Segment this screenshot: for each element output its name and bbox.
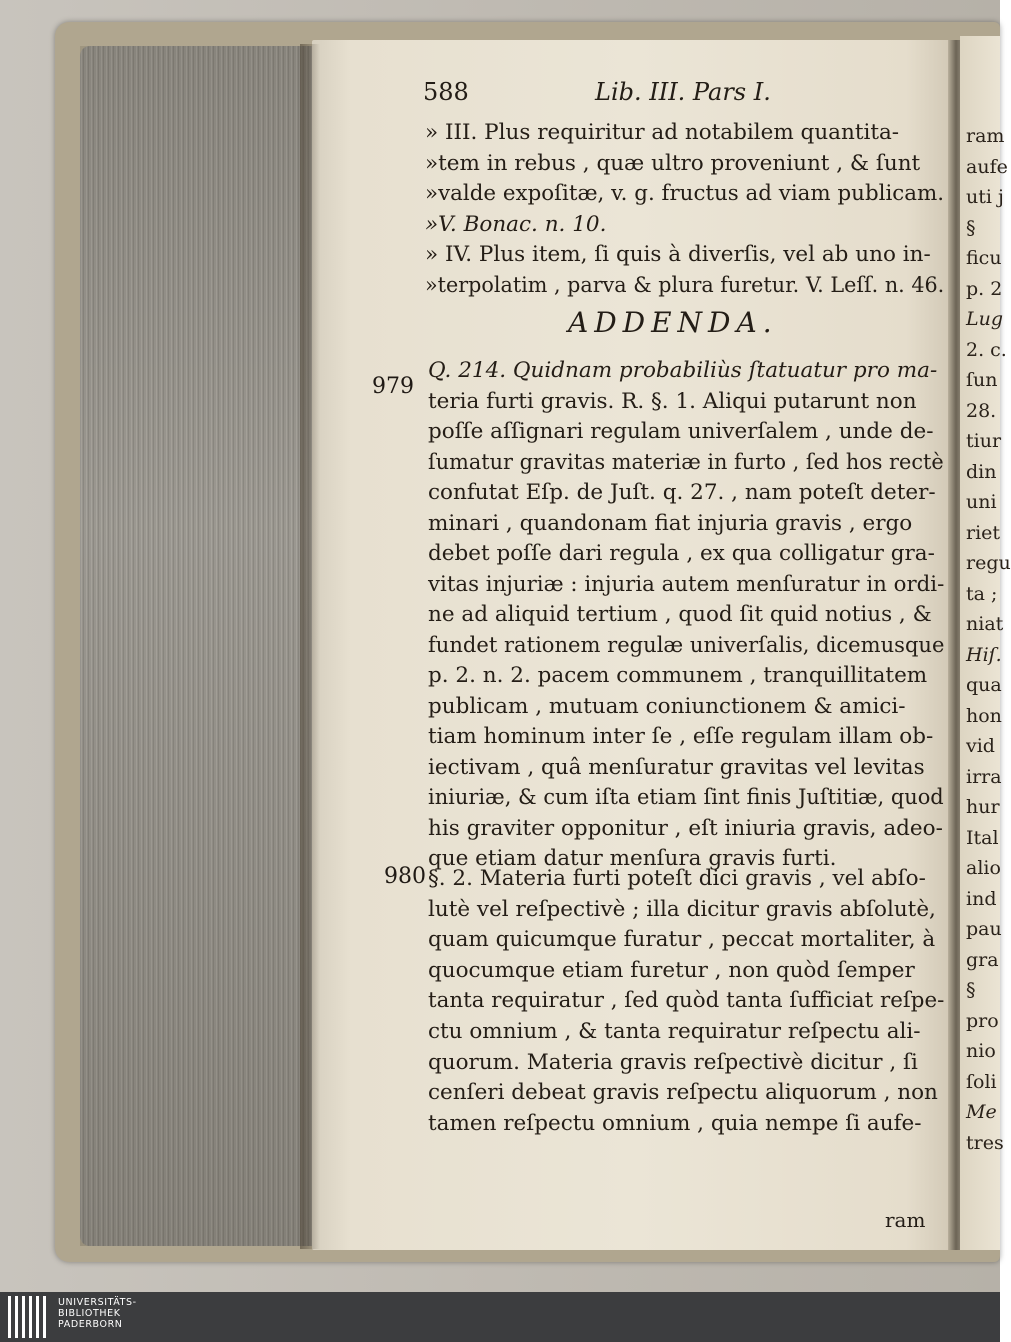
next-page-fragment: din xyxy=(966,460,997,483)
next-page-fragment: regu xyxy=(966,552,1011,574)
next-page-fragment: alio xyxy=(966,857,1001,879)
text-line: confutat Eſp. de Juſt. q. 27. , nam poteſt deter- xyxy=(428,480,936,505)
text-line: ne ad aliquid tertium , quod ſit quid notius , & xyxy=(428,602,932,627)
next-page-fragment: 2. c. xyxy=(966,338,1007,361)
next-page-fragment: § xyxy=(966,979,976,1001)
next-page-fragment: uni xyxy=(966,491,997,513)
next-page-fragment: § xyxy=(966,216,976,239)
text-line: lutè vel reſpectivè ; illa dicitur gravis abſolutè, xyxy=(428,896,936,922)
text-line: iniuriæ, & cum iſta etiam ſint finis Juſtitiæ, quod xyxy=(428,785,944,810)
text-line: iectivam , quâ menſuratur gravitas vel levitas xyxy=(428,754,925,780)
text-line: §. 2. Materia furti poteſt dici gravis , vel abſo- xyxy=(428,866,926,891)
next-page-fragment: ſoli xyxy=(966,1070,997,1093)
text-line: »tem in rebus , quæ ultro proveniunt , & ſunt xyxy=(425,150,921,176)
text-line: poſſe aſſignari regulam univerſalem , unde de- xyxy=(428,419,934,444)
text-line: vitas injuriæ : injuria autem menſuratur in ordi- xyxy=(428,571,945,597)
text-line: » III. Plus requiritur ad notabilem quantita- xyxy=(425,120,900,145)
library-logo-text xyxy=(58,1297,137,1330)
text-line: minari , quandonam fiat injuria gravis , ergo xyxy=(428,510,913,536)
logo-line: UNIVERSITÄTS- xyxy=(58,1297,137,1308)
text-line: »terpolatim , parva & plura furetur. V. Leſſ. n. 46. xyxy=(425,273,945,298)
next-page-fragment: ſun xyxy=(966,369,998,391)
next-page-fragment: pro xyxy=(966,1009,999,1032)
next-page-fragment: 28. xyxy=(966,399,997,422)
next-page-fragment: Lug xyxy=(966,308,1004,330)
next-page-fragment: aufe xyxy=(966,155,1008,178)
next-page-fragment: vid xyxy=(966,735,995,757)
text-line: Q. 214. Quidnam probabiliùs ſtatuatur pro ma- xyxy=(428,358,938,383)
text-line: tamen reſpectu omnium , quia nempe ſi aufe- xyxy=(428,1110,922,1136)
text-line: publicam , mutuam coniunctionem & amici- xyxy=(428,693,906,719)
catchword: ram xyxy=(885,1208,926,1232)
text-line: fundet rationem regulæ univerſalis, dicemusque xyxy=(428,632,945,658)
text-line: quam quicumque furatur , peccat mortaliter, à xyxy=(428,927,936,953)
text-line: tiam hominum inter ſe , eſſe regulam illam ob- xyxy=(428,724,934,749)
text-line: p. 2. n. 2. pacem communem , tranquillitatem xyxy=(428,663,928,688)
text-line: que etiam datur menſura gravis furti. xyxy=(428,846,837,871)
text-line: ctu omnium , & tanta requiratur reſpectu ali- xyxy=(428,1019,921,1044)
text-line: »V. Bonac. n. 10. xyxy=(425,211,607,237)
next-page-fragment: qua xyxy=(966,674,1002,696)
next-page-fragment: ind xyxy=(966,887,997,910)
next-page-fragment: tres xyxy=(966,1131,1004,1154)
margin-number: 979 xyxy=(372,374,414,399)
text-line: teria furti gravis. R. §. 1. Aliqui putarunt non xyxy=(428,388,917,414)
running-head xyxy=(423,78,943,108)
running-title: Lib. III. Pars I. xyxy=(595,78,771,106)
text-line: debet poſſe dari regula , ex qua colligatur gra- xyxy=(428,541,935,566)
next-page-fragment: ram xyxy=(966,125,1005,147)
next-page-fragment: Ital xyxy=(966,826,999,849)
next-page-fragment: pau xyxy=(966,918,1002,940)
text-line: ſumatur gravitas materiæ in furto , ſed hos rectè xyxy=(428,449,944,475)
next-page-fragment: gra xyxy=(966,948,999,971)
text-line: quocumque etiam furetur , non quòd ſemper xyxy=(428,957,915,983)
text-line: quorum. Materia gravis reſpectivè dicitur , ſi xyxy=(428,1049,918,1075)
section-title: ADDENDA. xyxy=(568,306,778,339)
next-page-fragment: p. 2 xyxy=(966,277,1003,300)
logo-line: PADERBORN xyxy=(58,1319,123,1330)
margin-number: 980 xyxy=(384,864,426,889)
next-page-fragment: hur xyxy=(966,796,1000,818)
text-line: » IV. Plus item, ſi quis à diverſis, vel ab uno in- xyxy=(425,242,931,268)
page-number: 588 xyxy=(423,78,469,106)
text-line: his graviter opponitur , eſt iniuria gravis, adeo- xyxy=(428,815,943,841)
text-line: tanta requiratur , ſed quòd tanta ſufficiat reſpe- xyxy=(428,988,945,1014)
page-edges xyxy=(80,46,312,1246)
right-page-fragment xyxy=(960,36,1011,1250)
text-line: »valde expoſitæ, v. g. fructus ad viam publicam. xyxy=(425,181,945,207)
next-page-fragment: Me xyxy=(966,1101,997,1123)
next-page-fragment: riet xyxy=(966,521,1001,544)
library-footer xyxy=(0,1292,1000,1342)
next-page-fragment: ta ; xyxy=(966,582,998,605)
next-page-fragment: ficu xyxy=(966,247,1002,269)
next-page-fragment: irra xyxy=(966,765,1002,788)
next-page-fragment: nio xyxy=(966,1040,996,1062)
logo-line: BIBLIOTHEK xyxy=(58,1308,121,1319)
text-line: cenſeri debeat gravis reſpectu aliquorum , non xyxy=(428,1080,938,1106)
library-logo-icon xyxy=(6,1296,50,1338)
next-page-fragment: niat xyxy=(966,613,1004,635)
next-page-fragment: uti j xyxy=(966,186,1004,208)
next-page-fragment: tiur xyxy=(966,430,1002,452)
next-page-fragment: Hiſ. xyxy=(966,643,1002,666)
next-page-fragment: hon xyxy=(966,704,1002,727)
page-shadow xyxy=(300,44,320,1249)
